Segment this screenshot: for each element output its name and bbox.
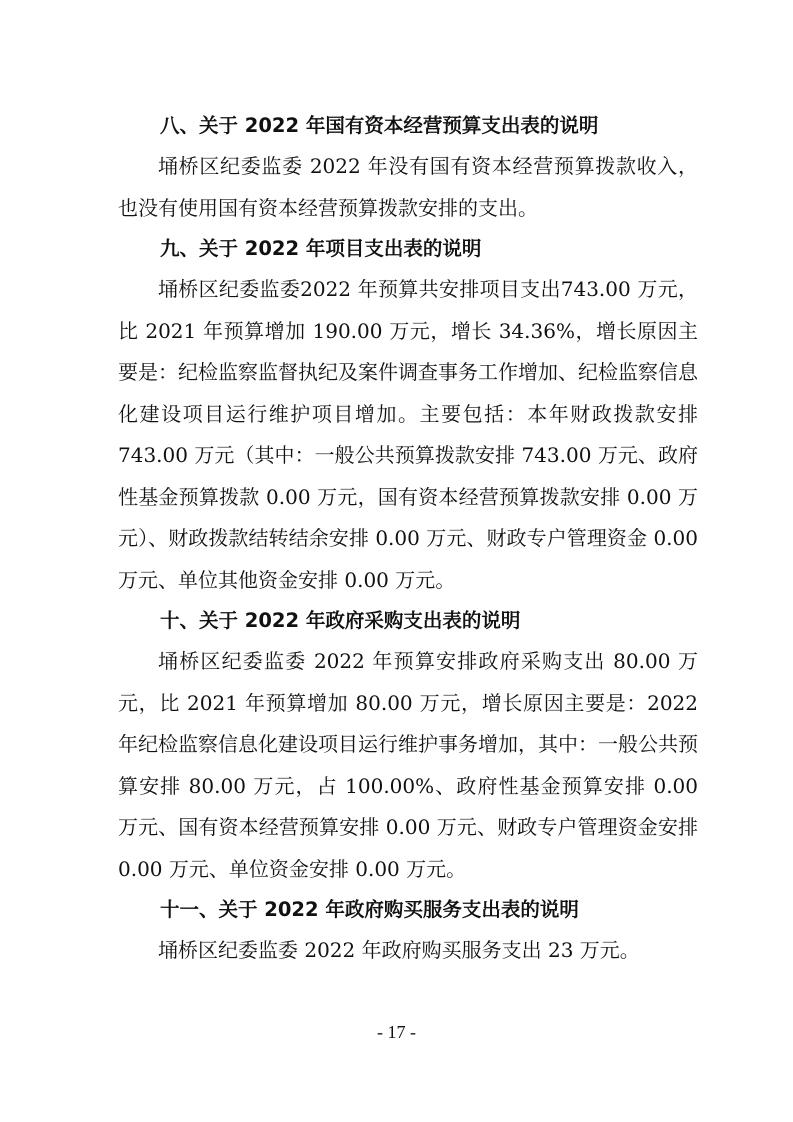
section-body-8: 埇桥区纪委监委 2022 年没有国有资本经营预算拨款收入，也没有使用国有资本经营预算拨款安排的支出。 — [118, 154, 698, 220]
section-body-9: 埇桥区纪委监委2022 年预算共安排项目支出743.00 万元，比 2021 年预算增加 190.00 万元，增长 34.36%，增长原因主要是：纪检监察监督执纪及案件调查事务工作增加、纪检监察信息化建设项目运行维护项目增加。主要包括：本年财政拨款安排 743.00 万元（其中：一般公共预算拨款安排 743.00 万元、政府性基金预算拨款 0.00 万元，国有资本经营预算拨款安排 0.00 万元）、财政拨款结转结余安排 0.00 万元、财政专户管理资金 0.00 万元、单位其他资金安排 0.00 万元。 — [118, 277, 698, 592]
page-content — [118, 106, 698, 972]
section-heading-9: 九、关于 2022 年项目支出表的说明 — [160, 237, 482, 260]
section-heading-10: 十、关于 2022 年政府采购支出表的说明 — [160, 609, 521, 632]
section-heading-8: 八、关于 2022 年国有资本经营预算支出表的说明 — [160, 114, 599, 137]
section-body-11: 埇桥区纪委监委 2022 年政府购买服务支出 23 万元。 — [158, 938, 640, 962]
section-heading-11: 十一、关于 2022 年政府购买服务支出表的说明 — [160, 898, 579, 921]
section-body-10: 埇桥区纪委监委 2022 年预算安排政府采购支出 80.00 万元，比 2021 年预算增加 80.00 万元，增长原因主要是：2022 年纪检监察信息化建设项目运行维护事务增加，其中：一般公共预算安排 80.00 万元，占 100.00%、政府性基金预算安排 0.00 万元、国有资本经营预算安排 0.00 万元、财政专户管理资金安排 0.00 万元、单位资金安排 0.00 万元。 — [118, 649, 698, 881]
page-number: - 17 - — [377, 1022, 416, 1042]
